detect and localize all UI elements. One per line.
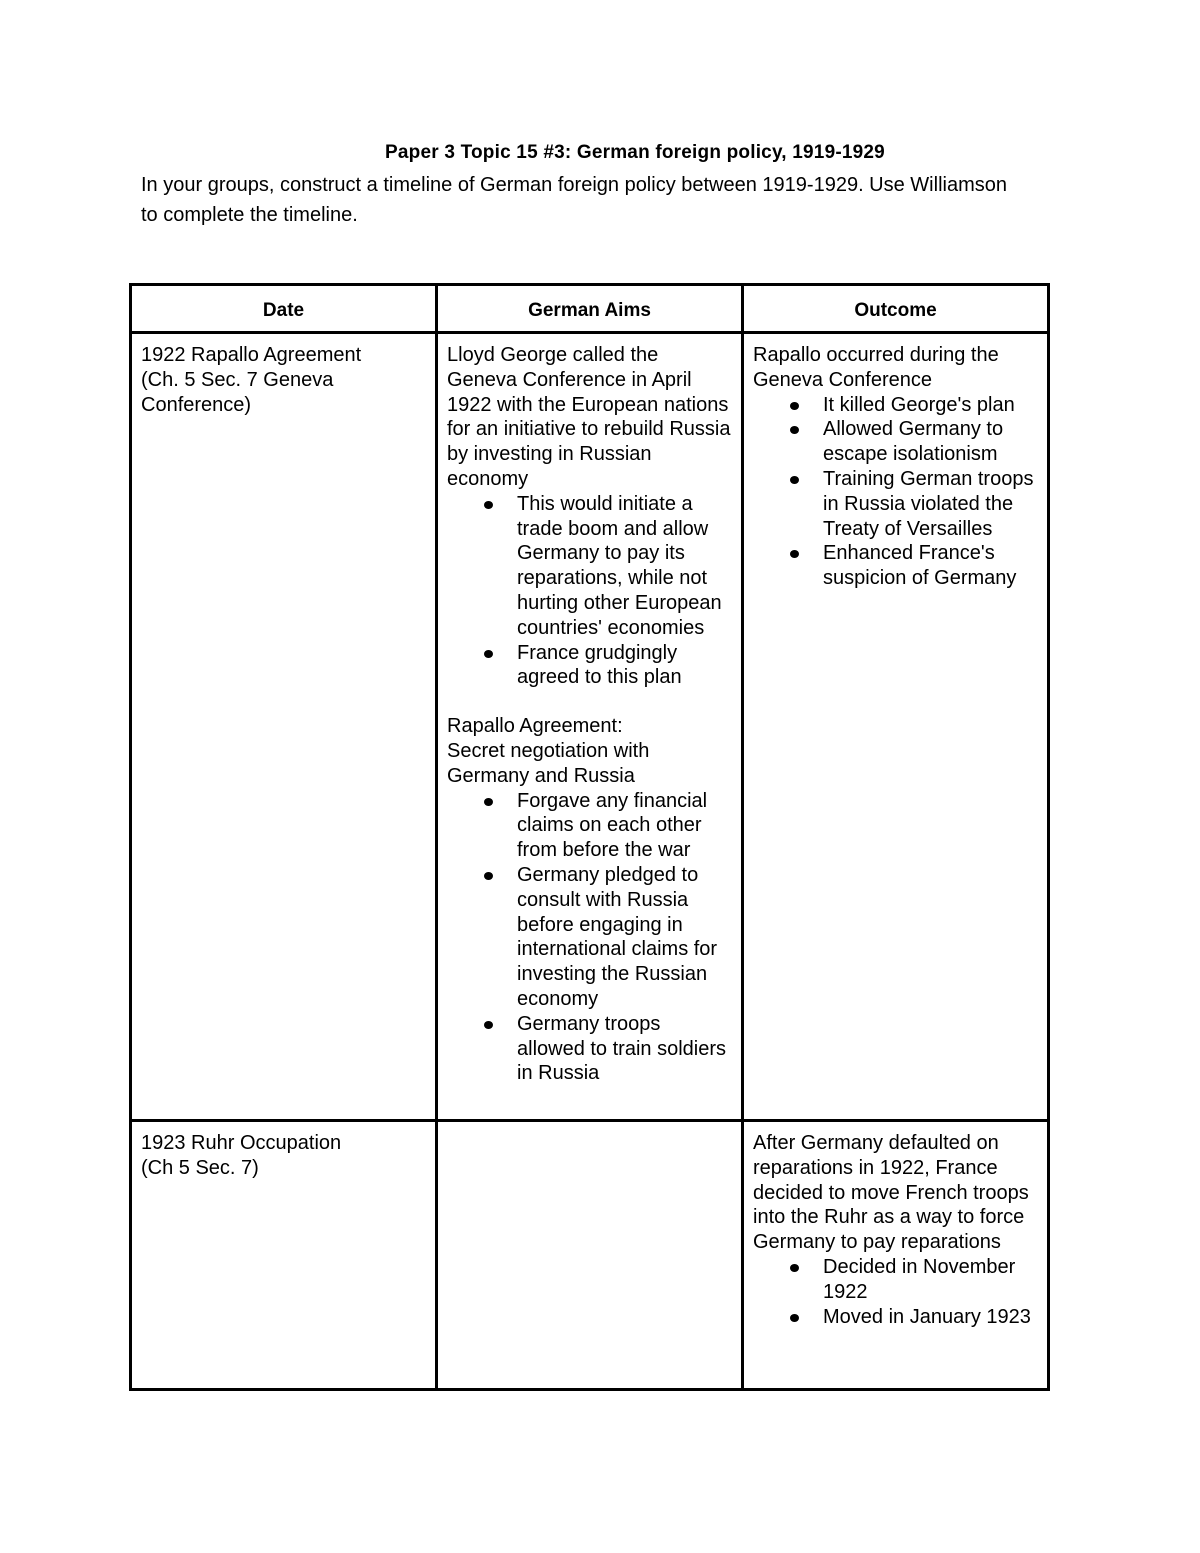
table-row <box>131 1121 1049 1390</box>
list-item <box>517 492 733 641</box>
list-item-text: France grudgingly agreed to this plan <box>517 641 682 689</box>
bullet-icon <box>790 550 799 558</box>
outcome-intro: After Germany defaulted on reparations in 1922, France decided to move French troops into the Ruhr as a way to force Germany to pay reparations <box>753 1132 1029 1254</box>
bullet-icon <box>484 1021 493 1029</box>
outcome-cell <box>743 333 1049 1121</box>
date-reference: Conference) <box>141 393 252 416</box>
list-item <box>823 417 1039 467</box>
list-item <box>823 1305 1039 1330</box>
outcome-intro: Rapallo occurred during the Geneva Conference <box>753 344 999 391</box>
list-item-text: Germany troops allowed to train soldiers in Russia <box>517 1012 726 1085</box>
bullet-icon <box>790 1264 799 1272</box>
date-event: 1922 Rapallo Agreement <box>141 344 362 366</box>
list-item-text: Moved in January 1923 <box>823 1305 1031 1328</box>
list-item <box>823 467 1039 541</box>
list-item-text: Allowed Germany to escape isolationism <box>823 418 1004 466</box>
outcome-bullet-list <box>753 393 1039 591</box>
list-item-text: Forgave any financial claims on each other from before the war <box>517 789 708 862</box>
list-item <box>517 789 733 863</box>
date-cell <box>131 1121 437 1390</box>
aims-cell <box>437 333 743 1121</box>
list-item <box>517 1012 733 1086</box>
list-item <box>517 641 733 691</box>
date-reference: (Ch. 5 Sec. 7 Geneva <box>141 368 334 391</box>
header-date: Date <box>131 285 437 333</box>
header-outcome: Outcome <box>743 285 1049 333</box>
list-item <box>823 393 1039 418</box>
aims-bullet-list <box>447 789 733 1087</box>
list-item-text: Decided in November 1922 <box>823 1255 1016 1303</box>
timeline-table <box>129 283 1050 1391</box>
aims-section-intro: Secret negotiation with Germany and Russia <box>447 739 650 787</box>
list-item-text: Germany pledged to consult with Russia before engaging in international claims for investing the Russian economy <box>517 863 718 1010</box>
header-row <box>131 285 1049 333</box>
document-title: Paper 3 Topic 15 #3: German foreign policy, 1919-1929 <box>385 142 885 163</box>
outcome-cell <box>743 1121 1049 1390</box>
list-item-text: Enhanced France's suspicion of Germany <box>823 542 1017 590</box>
list-item-text: It killed George's plan <box>823 393 1015 416</box>
outcome-bullet-list <box>753 1255 1039 1329</box>
bullet-icon <box>790 426 799 434</box>
table-row <box>131 333 1049 1121</box>
bullet-icon <box>484 501 493 509</box>
bullet-icon <box>790 1314 799 1322</box>
aims-bullet-list <box>447 492 733 690</box>
aims-cell <box>437 1121 743 1390</box>
instructions-paragraph: In your groups, construct a timeline of German foreign policy between 1919-1929. Use Williamson to complete the timeline. <box>141 174 1007 226</box>
bullet-icon <box>484 872 493 880</box>
list-item <box>823 541 1039 591</box>
list-item-text: This would initiate a trade boom and allow Germany to pay its reparations, while not hurting other European countries' economies <box>517 492 722 639</box>
date-cell <box>131 333 437 1121</box>
header-german-aims: German Aims <box>437 285 743 333</box>
list-item <box>517 863 733 1012</box>
bullet-icon <box>484 798 493 806</box>
date-reference: (Ch 5 Sec. 7) <box>141 1156 259 1179</box>
date-event: 1923 Ruhr Occupation <box>141 1132 342 1154</box>
list-item <box>823 1255 1039 1305</box>
bullet-icon <box>790 402 799 410</box>
bullet-icon <box>484 650 493 658</box>
aims-section-heading: Rapallo Agreement: <box>447 715 623 738</box>
list-item-text: Training German troops in Russia violated the Treaty of Versailles <box>823 467 1034 540</box>
bullet-icon <box>790 476 799 484</box>
aims-intro: Lloyd George called the Geneva Conference in April 1922 with the European nations for an initiative to rebuild Russia by investing in Russian economy <box>447 344 731 490</box>
